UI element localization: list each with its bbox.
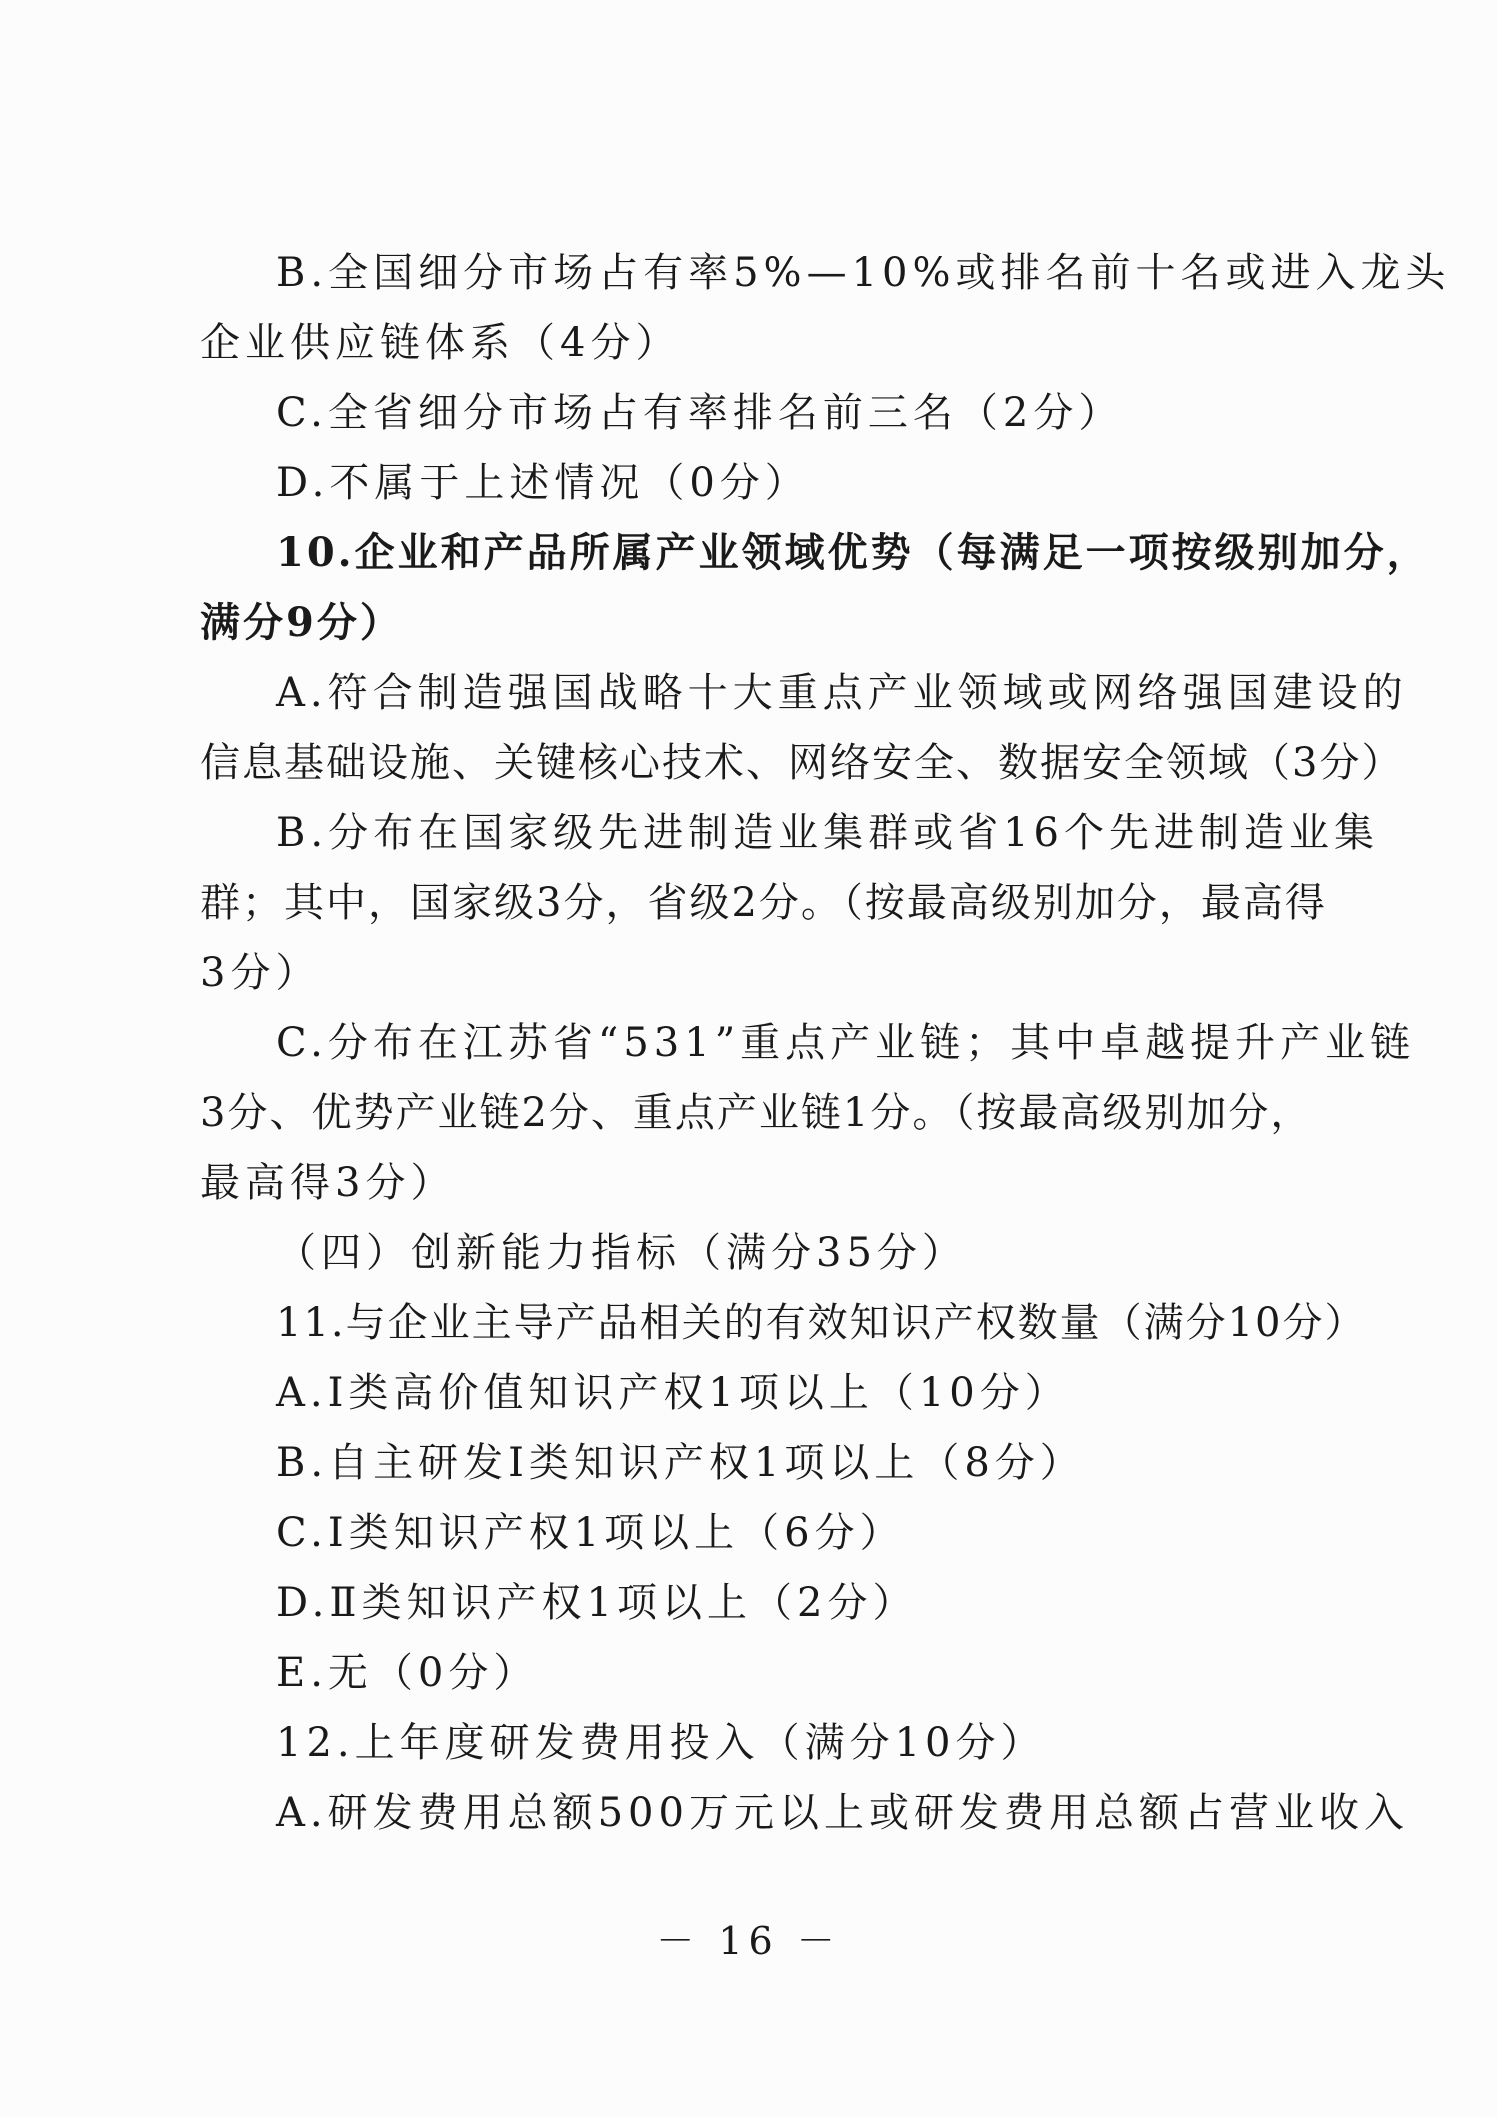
text-line: 最高得3分）	[200, 1160, 456, 1206]
text-line: D.Ⅱ类知识产权1项以上（2分）	[276, 1580, 918, 1626]
section-heading-line: 10.企业和产品所属产业领域优势（每满足一项按级别加分，	[276, 529, 1430, 576]
text-line: 3分、优势产业链2分、重点产业链1分。（按最高级别加分，	[200, 1090, 1313, 1136]
text-line: C.全省细分市场占有率排名前三名（2分）	[276, 390, 1124, 436]
text-line: A.研发费用总额500万元以上或研发费用总额占营业收入	[276, 1790, 1409, 1836]
text-line: 11.与企业主导产品相关的有效知识产权数量（满分10分）	[276, 1300, 1367, 1346]
text-line: 信息基础设施、关键核心技术、网络安全、数据安全领域（3分）	[200, 740, 1404, 786]
text-line: D.不属于上述情况（0分）	[276, 460, 810, 506]
text-line: C.分布在江苏省“531”重点产业链；其中卓越提升产业链	[276, 1020, 1416, 1066]
subsection-heading-line: （四）创新能力指标（满分35分）	[276, 1230, 967, 1276]
page-number: － 16 －	[656, 1919, 841, 1963]
section-heading-line: 满分9分）	[200, 599, 403, 646]
document-body	[200, 238, 1451, 1848]
text-line: B.全国细分市场占有率5%—10%或排名前十名或进入龙头	[276, 250, 1451, 296]
text-line: A.符合制造强国战略十大重点产业领域或网络强国建设的	[276, 670, 1408, 716]
text-line: B.分布在国家级先进制造业集群或省16个先进制造业集	[276, 810, 1380, 856]
text-line: A.Ⅰ类高价值知识产权1项以上（10分）	[276, 1370, 1070, 1416]
text-line: 3分）	[200, 950, 321, 996]
text-line: 群；其中，国家级3分，省级2分。（按最高级别加分，最高得	[200, 880, 1327, 926]
text-line: B.自主研发Ⅰ类知识产权1项以上（8分）	[276, 1440, 1085, 1486]
text-line: E.无（0分）	[276, 1650, 539, 1696]
text-line: C.Ⅰ类知识产权1项以上（6分）	[276, 1510, 905, 1556]
text-line: 企业供应链体系（4分）	[200, 320, 681, 366]
text-line: 12.上年度研发费用投入（满分10分）	[276, 1720, 1046, 1766]
